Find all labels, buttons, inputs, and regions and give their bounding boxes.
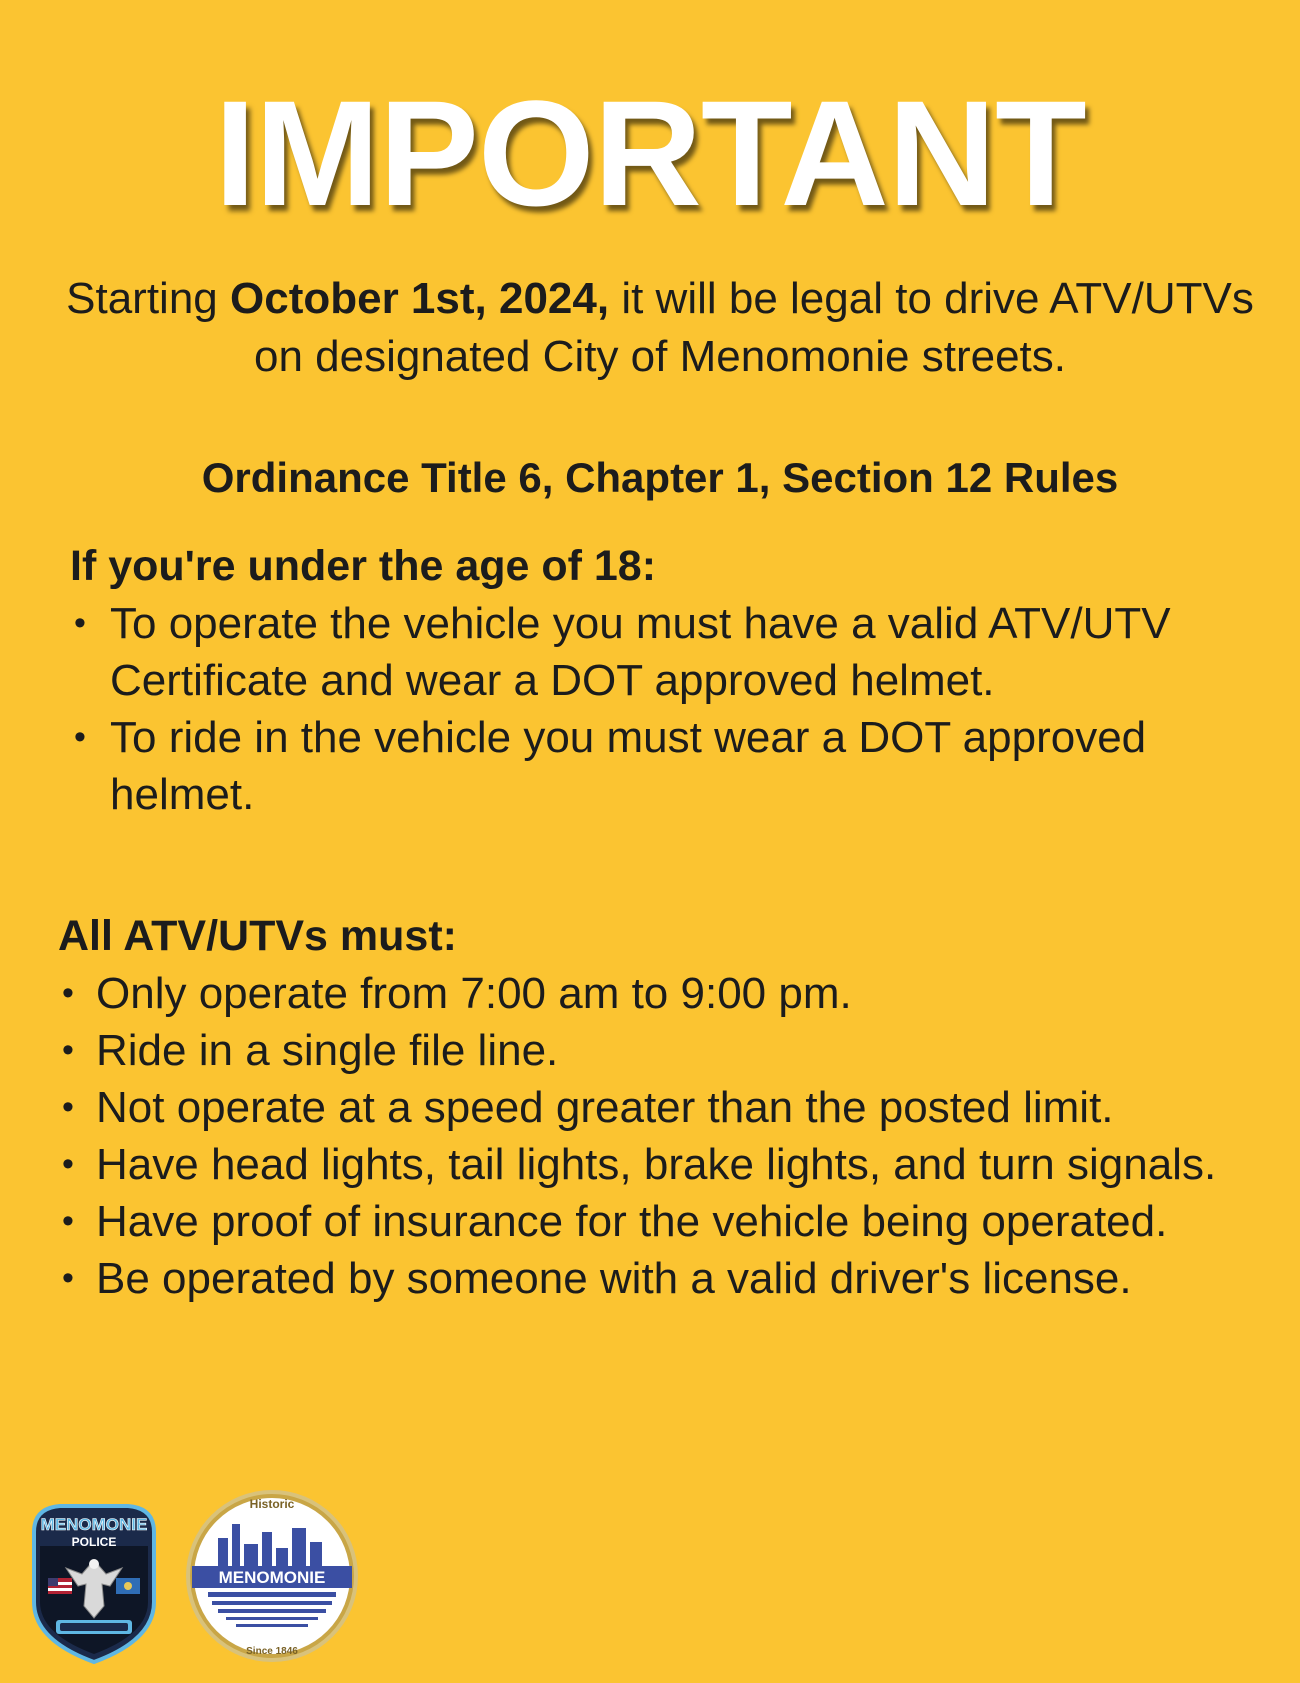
bullet-icon: • [62, 974, 74, 1012]
bullet-icon: • [74, 604, 86, 642]
list-item [70, 709, 1270, 823]
svg-text:MENOMONIE: MENOMONIE [40, 1515, 148, 1534]
bullet-icon: • [74, 718, 86, 756]
intro-date: October 1st, 2024, [230, 274, 610, 323]
police-badge-icon [26, 1502, 162, 1664]
list-item-text: To operate the vehicle you must have a valid ATV/UTV Certificate and wear a DOT approved helmet. [110, 599, 1171, 705]
list-item [58, 1193, 1288, 1250]
list-item-text: Only operate from 7:00 am to 9:00 pm. [96, 969, 852, 1018]
requirements-heading: All ATV/UTVs must: [58, 912, 457, 960]
intro-paragraph [60, 270, 1260, 386]
list-item [58, 965, 1288, 1022]
intro-prefix: Starting [66, 274, 231, 323]
city-seal-icon [184, 1488, 360, 1664]
requirements-section [58, 908, 1288, 1307]
bullet-icon: • [62, 1259, 74, 1297]
svg-text:Since 1846: Since 1846 [246, 1646, 298, 1657]
requirements-list [58, 965, 1288, 1307]
minors-heading: If you're under the age of 18: [70, 542, 657, 590]
list-item [58, 1250, 1288, 1307]
list-item-text: Have proof of insurance for the vehicle being operated. [96, 1197, 1168, 1246]
list-item-text: Have head lights, tail lights, brake lights, and turn signals. [96, 1140, 1217, 1189]
svg-text:Historic: Historic [249, 1497, 295, 1511]
list-item-text: Be operated by someone with a valid driver's license. [96, 1254, 1132, 1303]
list-item [58, 1022, 1288, 1079]
bullet-icon: • [62, 1031, 74, 1069]
bullet-icon: • [62, 1145, 74, 1183]
list-item-text: To ride in the vehicle you must wear a DOT approved helmet. [110, 713, 1147, 819]
list-item [58, 1079, 1288, 1136]
minors-list [70, 595, 1270, 823]
list-item-text: Ride in a single file line. [96, 1026, 559, 1075]
bullet-icon: • [62, 1202, 74, 1240]
list-item [58, 1136, 1288, 1193]
headline: IMPORTANT [214, 69, 1086, 237]
logos [26, 1482, 366, 1662]
intro-suffix: it will be legal to drive ATV/UTVs on designated City of Menomonie streets. [253, 274, 1254, 381]
svg-text:POLICE: POLICE [71, 1535, 117, 1549]
minors-section [70, 538, 1270, 823]
ordinance-title: Ordinance Title 6, Chapter 1, Section 12 Rules [201, 454, 1119, 501]
list-item-text: Not operate at a speed greater than the posted limit. [96, 1083, 1114, 1132]
list-item [70, 595, 1270, 709]
bullet-icon: • [62, 1088, 74, 1126]
svg-text:MENOMONIE: MENOMONIE [218, 1568, 326, 1587]
